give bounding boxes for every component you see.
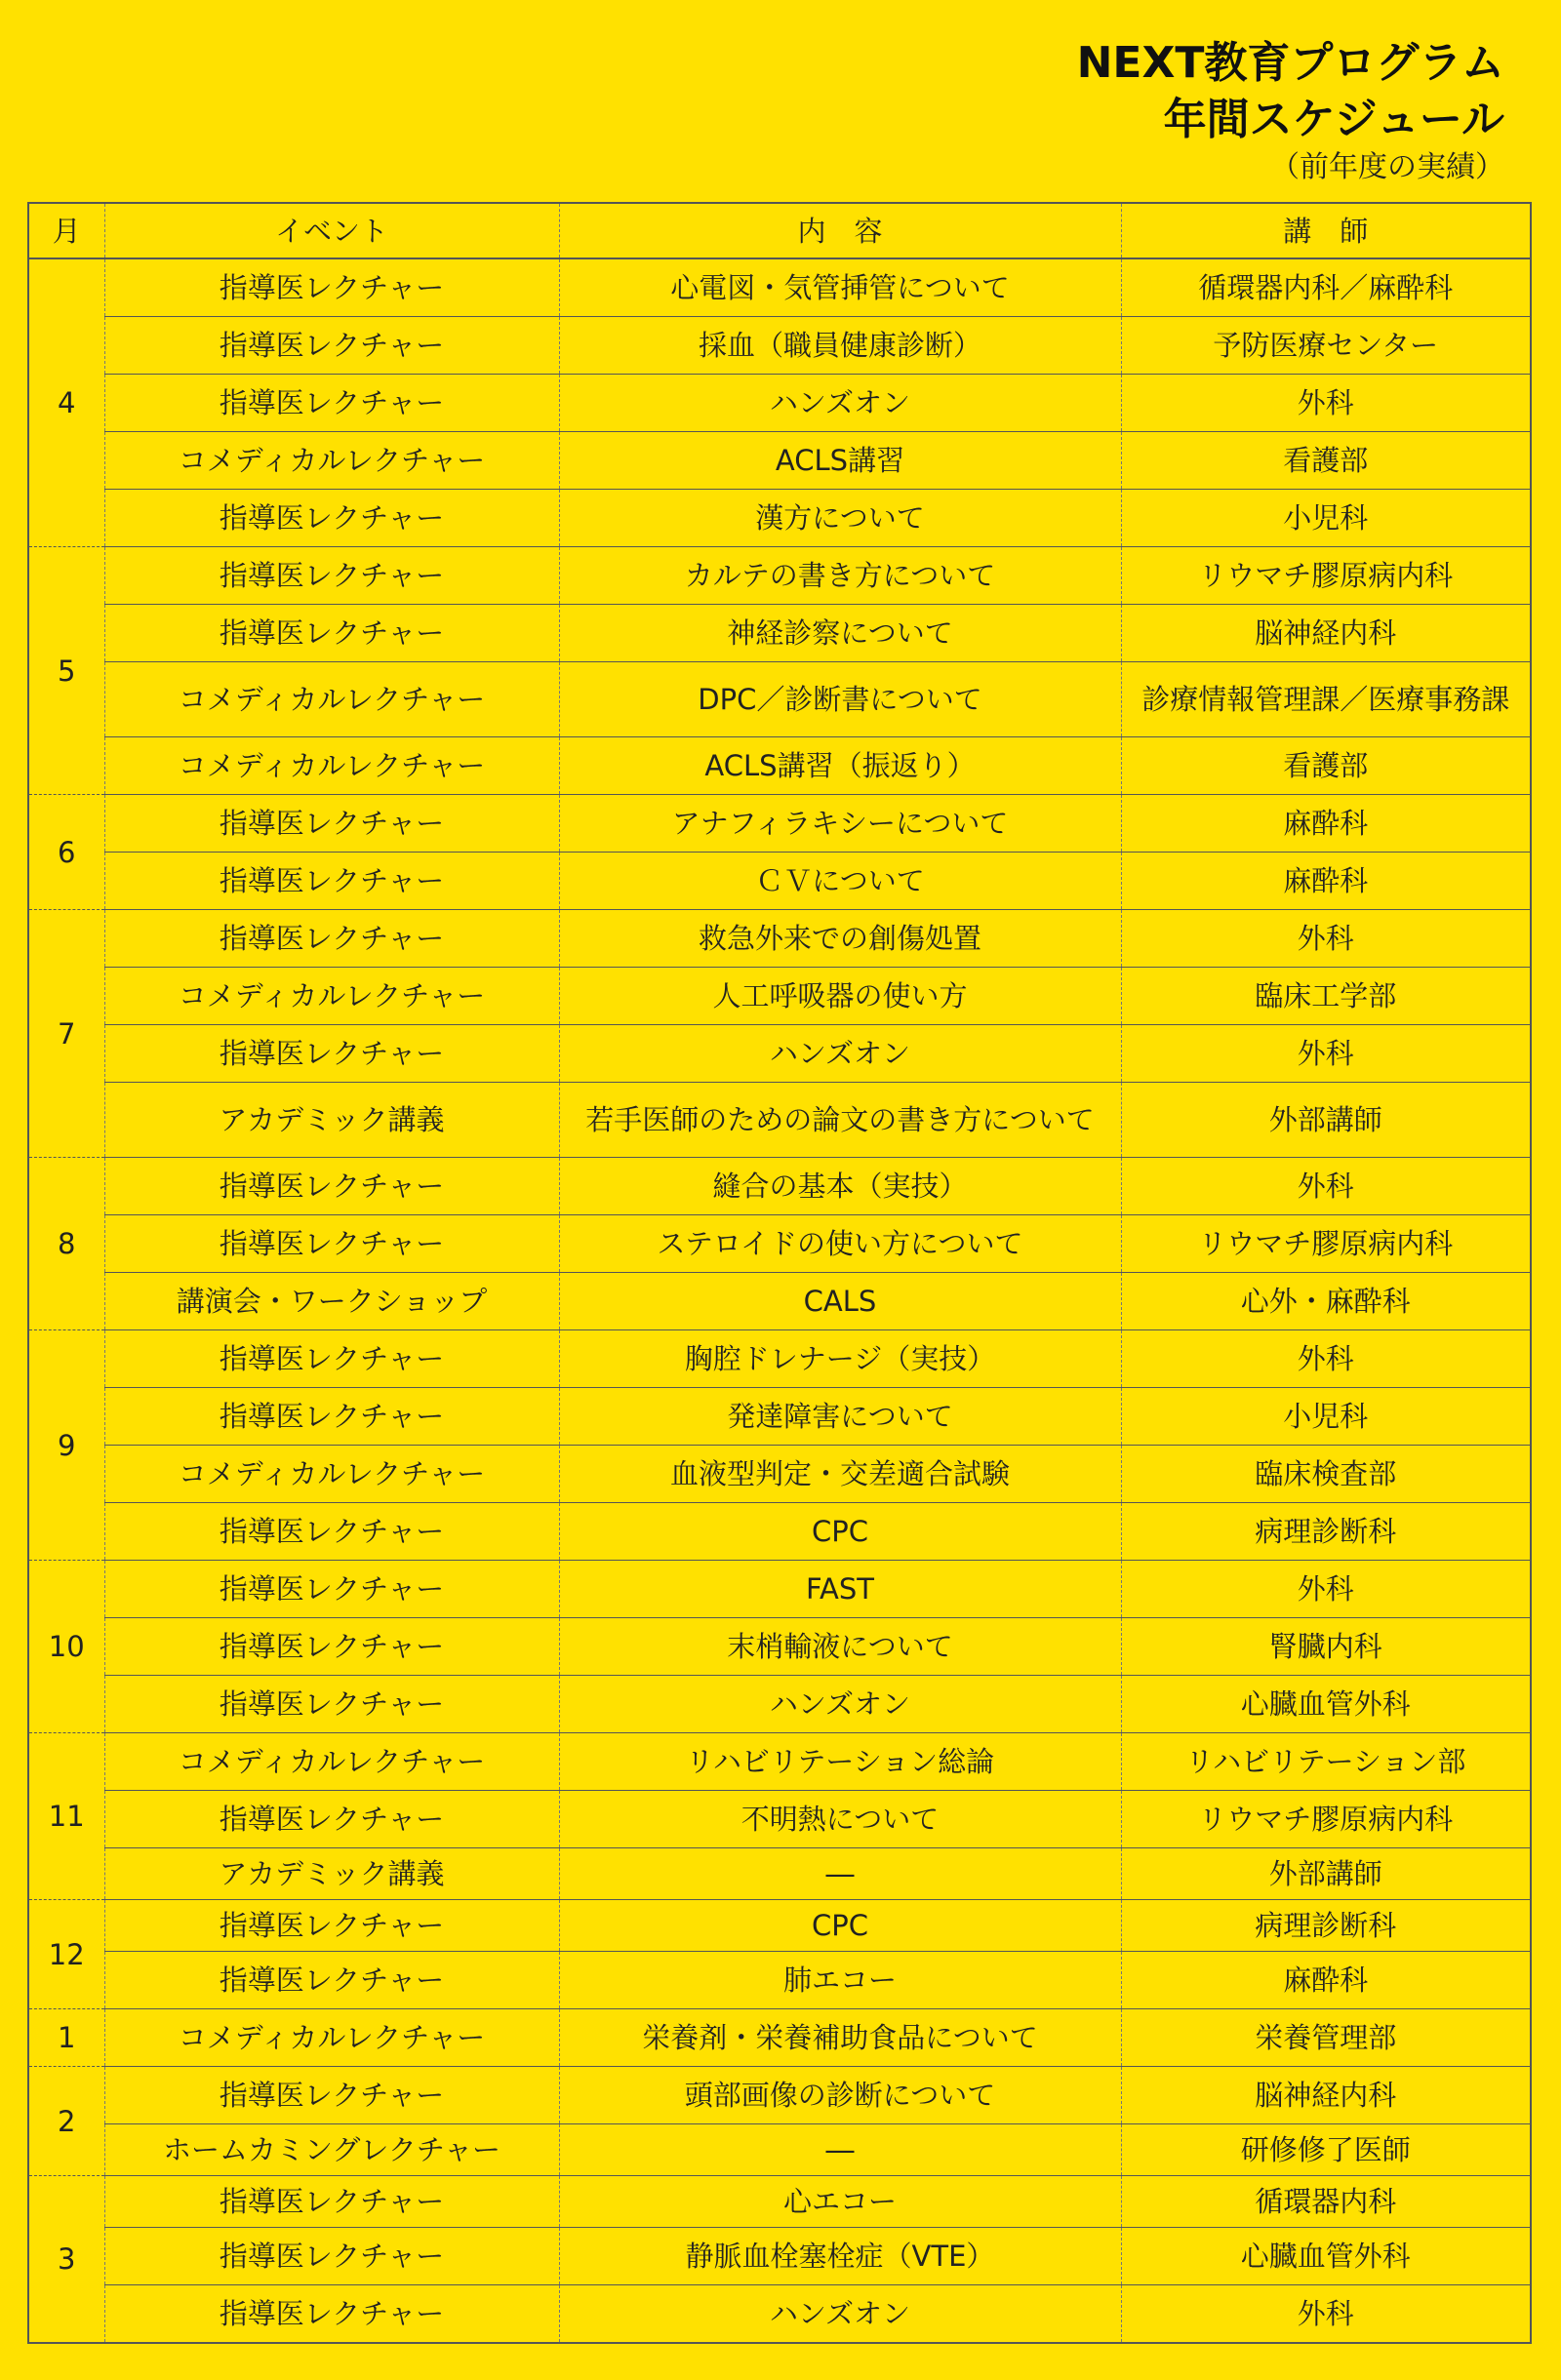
instructor-cell: 外科 [1121,1330,1531,1388]
table-row [28,1952,1531,2009]
instructor-cell: 診療情報管理課／医療事務課 [1121,662,1531,737]
event-cell: 指導医レクチャー [104,1676,559,1733]
event-cell: 指導医レクチャー [104,2228,559,2285]
month-cell: 8 [28,1158,104,1330]
event-cell: 指導医レクチャー [104,605,559,662]
table-row [28,1618,1531,1676]
table-row [28,1025,1531,1083]
event-cell: 指導医レクチャー [104,547,559,605]
schedule-table [27,202,1532,2344]
content-cell: CPC [559,1900,1121,1952]
table-row [28,737,1531,795]
event-cell: 指導医レクチャー [104,1158,559,1215]
month-cell: 9 [28,1330,104,1561]
content-cell: CPC [559,1503,1121,1561]
table-row [28,2067,1531,2124]
event-cell: アカデミック講義 [104,1083,559,1158]
table-row [28,1330,1531,1388]
table-row [28,853,1531,910]
instructor-cell: 栄養管理部 [1121,2009,1531,2067]
instructor-cell: 予防医療センター [1121,317,1531,375]
header-instructor: 講 師 [1121,203,1531,258]
content-cell: 頭部画像の診断について [559,2067,1121,2124]
instructor-cell: 循環器内科／麻酔科 [1121,258,1531,317]
header-event: イベント [104,203,559,258]
content-cell: 栄養剤・栄養補助食品について [559,2009,1121,2067]
event-cell: 指導医レクチャー [104,910,559,968]
month-cell: 12 [28,1900,104,2009]
instructor-cell: 病理診断科 [1121,1900,1531,1952]
event-cell: 指導医レクチャー [104,1952,559,2009]
table-row [28,432,1531,490]
instructor-cell: 看護部 [1121,432,1531,490]
content-cell: 神経診察について [559,605,1121,662]
content-cell: 静脈血栓塞栓症（VTE） [559,2228,1121,2285]
event-cell: コメディカルレクチャー [104,737,559,795]
content-cell: カルテの書き方について [559,547,1121,605]
event-cell: 指導医レクチャー [104,317,559,375]
content-cell: ステロイドの使い方について [559,1215,1121,1273]
table-row [28,2124,1531,2176]
event-cell: コメディカルレクチャー [104,1446,559,1503]
instructor-cell: リウマチ膠原病内科 [1121,1215,1531,1273]
table-row [28,795,1531,853]
event-cell: 指導医レクチャー [104,1791,559,1848]
instructor-cell: リウマチ膠原病内科 [1121,1791,1531,1848]
instructor-cell: 心臓血管外科 [1121,1676,1531,1733]
month-cell: 4 [28,258,104,547]
instructor-cell: リウマチ膠原病内科 [1121,547,1531,605]
table-row [28,490,1531,547]
table-row [28,258,1531,317]
event-cell: コメディカルレクチャー [104,2009,559,2067]
content-cell: 不明熱について [559,1791,1121,1848]
content-cell: ― [559,1848,1121,1900]
event-cell: 指導医レクチャー [104,375,559,432]
content-cell: ― [559,2124,1121,2176]
instructor-cell: 外科 [1121,1158,1531,1215]
table-row [28,968,1531,1025]
instructor-cell: 研修修了医師 [1121,2124,1531,2176]
content-cell: ＣＶについて [559,853,1121,910]
table-row [28,317,1531,375]
instructor-cell: 外科 [1121,1025,1531,1083]
instructor-cell: 麻酔科 [1121,853,1531,910]
content-cell: ハンズオン [559,2285,1121,2344]
event-cell: コメディカルレクチャー [104,968,559,1025]
content-cell: ハンズオン [559,1676,1121,1733]
event-cell: 指導医レクチャー [104,490,559,547]
instructor-cell: 小児科 [1121,1388,1531,1446]
event-cell: ホームカミングレクチャー [104,2124,559,2176]
table-row [28,1083,1531,1158]
table-row [28,2176,1531,2228]
table-row [28,1733,1531,1791]
event-cell: 講演会・ワークショップ [104,1273,559,1330]
instructor-cell: 外部講師 [1121,1848,1531,1900]
table-row [28,1503,1531,1561]
event-cell: 指導医レクチャー [104,1215,559,1273]
month-cell: 6 [28,795,104,910]
header-content: 内 容 [559,203,1121,258]
table-row [28,2285,1531,2344]
table-row [28,2009,1531,2067]
event-cell: 指導医レクチャー [104,1618,559,1676]
content-cell: 救急外来での創傷処置 [559,910,1121,968]
content-cell: 人工呼吸器の使い方 [559,968,1121,1025]
table-header-row [28,203,1531,258]
event-cell: 指導医レクチャー [104,1330,559,1388]
instructor-cell: リハビリテーション部 [1121,1733,1531,1791]
table-row [28,1561,1531,1618]
event-cell: コメディカルレクチャー [104,662,559,737]
page-title: NEXT教育プログラム [1076,38,1504,88]
instructor-cell: 外科 [1121,375,1531,432]
table-row [28,662,1531,737]
content-cell: 血液型判定・交差適合試験 [559,1446,1121,1503]
instructor-cell: 麻酔科 [1121,795,1531,853]
title-block [1077,35,1504,187]
content-cell: リハビリテーション総論 [559,1733,1121,1791]
event-cell: 指導医レクチャー [104,1561,559,1618]
table-row [28,1273,1531,1330]
content-cell: 胸腔ドレナージ（実技） [559,1330,1121,1388]
table-row [28,1676,1531,1733]
page-title-line-2: 年間スケジュール [1163,95,1504,144]
event-cell: 指導医レクチャー [104,795,559,853]
instructor-cell: 心臓血管外科 [1121,2228,1531,2285]
content-cell: 発達障害について [559,1388,1121,1446]
content-cell: 末梢輸液について [559,1618,1121,1676]
table-row [28,1848,1531,1900]
event-cell: 指導医レクチャー [104,2176,559,2228]
content-cell: 漢方について [559,490,1121,547]
table-row [28,547,1531,605]
content-cell: ハンズオン [559,1025,1121,1083]
table-row [28,910,1531,968]
instructor-cell: 外科 [1121,1561,1531,1618]
month-cell: 2 [28,2067,104,2176]
instructor-cell: 脳神経内科 [1121,2067,1531,2124]
month-cell: 7 [28,910,104,1158]
table-row [28,375,1531,432]
event-cell: コメディカルレクチャー [104,432,559,490]
content-cell: CALS [559,1273,1121,1330]
month-cell: 11 [28,1733,104,1900]
event-cell: 指導医レクチャー [104,2067,559,2124]
month-cell: 10 [28,1561,104,1733]
event-cell: 指導医レクチャー [104,1388,559,1446]
content-cell: 縫合の基本（実技） [559,1158,1121,1215]
content-cell: 採血（職員健康診断） [559,317,1121,375]
event-cell: 指導医レクチャー [104,1900,559,1952]
instructor-cell: 小児科 [1121,490,1531,547]
table-row [28,1388,1531,1446]
instructor-cell: 臨床工学部 [1121,968,1531,1025]
content-cell: 肺エコー [559,1952,1121,2009]
instructor-cell: 病理診断科 [1121,1503,1531,1561]
instructor-cell: 外科 [1121,910,1531,968]
instructor-cell: 心外・麻酔科 [1121,1273,1531,1330]
table-row [28,1215,1531,1273]
header-month: 月 [28,203,104,258]
content-cell: ハンズオン [559,375,1121,432]
content-cell: DPC／診断書について [559,662,1121,737]
content-cell: 心電図・気管挿管について [559,258,1121,317]
content-cell: ACLS講習（振返り） [559,737,1121,795]
table-row [28,1791,1531,1848]
instructor-cell: 麻酔科 [1121,1952,1531,2009]
content-cell: 心エコー [559,2176,1121,2228]
content-cell: ACLS講習 [559,432,1121,490]
month-cell: 1 [28,2009,104,2067]
instructor-cell: 循環器内科 [1121,2176,1531,2228]
month-cell: 3 [28,2176,104,2344]
content-cell: 若手医師のための論文の書き方について [559,1083,1121,1158]
schedule-body [28,258,1531,2343]
event-cell: アカデミック講義 [104,1848,559,1900]
month-cell: 5 [28,547,104,795]
table-row [28,1446,1531,1503]
instructor-cell: 腎臓内科 [1121,1618,1531,1676]
content-cell: FAST [559,1561,1121,1618]
event-cell: 指導医レクチャー [104,1025,559,1083]
table-row [28,605,1531,662]
table-row [28,1158,1531,1215]
instructor-cell: 外科 [1121,2285,1531,2344]
instructor-cell: 外部講師 [1121,1083,1531,1158]
table-row [28,2228,1531,2285]
instructor-cell: 看護部 [1121,737,1531,795]
event-cell: コメディカルレクチャー [104,1733,559,1791]
instructor-cell: 脳神経内科 [1121,605,1531,662]
event-cell: 指導医レクチャー [104,1503,559,1561]
page-subtitle: （前年度の実績） [1270,150,1504,184]
event-cell: 指導医レクチャー [104,2285,559,2344]
table-row [28,1900,1531,1952]
event-cell: 指導医レクチャー [104,258,559,317]
instructor-cell: 臨床検査部 [1121,1446,1531,1503]
content-cell: アナフィラキシーについて [559,795,1121,853]
event-cell: 指導医レクチャー [104,853,559,910]
